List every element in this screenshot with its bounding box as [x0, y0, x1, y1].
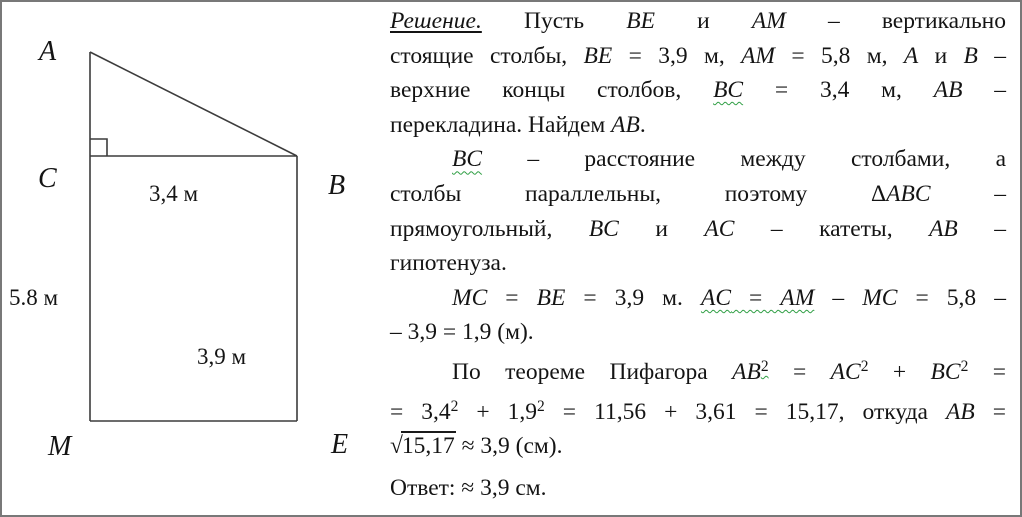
text-run: Решение.: [390, 8, 482, 34]
text-run: – катеты,: [734, 215, 930, 242]
text-run: 2: [450, 397, 459, 415]
text-run: – вертикально: [785, 8, 1006, 34]
text-run: =: [487, 284, 537, 311]
text-run: столбы параллельны, поэтому Δ: [390, 180, 887, 207]
text-run: и: [654, 8, 752, 34]
text-run: A: [903, 42, 919, 69]
vertex-label-B: B: [328, 170, 346, 201]
solution-line: [390, 350, 1006, 390]
text-run: BE: [536, 284, 566, 311]
solution-text: [390, 4, 1006, 505]
vertex-label-M: M: [48, 431, 72, 462]
text-run: BE: [583, 42, 613, 69]
segment-AB-hypotenuse: [90, 52, 297, 156]
right-angle-marker: [90, 139, 107, 156]
text-run: AB: [611, 111, 640, 138]
dimension-label-cb: 3,4 м: [149, 181, 199, 206]
solution-line: [390, 315, 1006, 350]
text-run: BC: [452, 146, 483, 173]
text-run: BC: [930, 359, 961, 385]
text-run: Ответ: ≈ 3,9 см.: [390, 474, 547, 501]
dimension-label-am: 5.8 м: [9, 285, 59, 310]
text-run: = 5,8 м,: [775, 42, 904, 69]
solution-line: [390, 142, 1006, 177]
text-run: BC: [588, 215, 619, 242]
text-run: BE: [626, 8, 655, 34]
text-run: B: [963, 42, 978, 69]
text-run: гипотенуза.: [390, 250, 507, 277]
figure-canvas: [2, 2, 390, 515]
text-run: стоящие столбы,: [390, 42, 584, 69]
text-run: MC: [452, 284, 488, 311]
vertex-label-E: E: [331, 429, 349, 460]
text-run: √: [390, 433, 403, 460]
text-run: AM: [780, 284, 815, 311]
text-run: 15,17: [401, 433, 455, 460]
solution-line: [390, 429, 1006, 464]
text-run: –: [814, 284, 863, 311]
solution-line: [390, 73, 1006, 108]
text-run: =: [768, 359, 831, 385]
text-run: ABC: [886, 180, 931, 207]
text-run: MC: [862, 284, 898, 311]
solution-line: [390, 281, 1006, 316]
text-run: BC: [713, 77, 744, 104]
text-run: = 3,9 м,: [612, 42, 742, 69]
solution-line: [390, 246, 1006, 281]
figure-lines: [90, 52, 297, 421]
text-run: = 3,4: [390, 398, 451, 425]
text-run: –: [930, 180, 1007, 207]
vertex-label-A: A: [39, 36, 57, 67]
text-run: = 11,56 + 3,61 = 15,17, откуда: [544, 398, 946, 425]
solution-line: [390, 177, 1006, 212]
solution-line: [390, 108, 1006, 143]
vertex-label-C: C: [38, 163, 57, 194]
text-run: – расстояние между столбами, а: [482, 146, 1006, 173]
solution-line: [390, 471, 1006, 506]
geometry-figure: [2, 2, 390, 515]
text-run: AC: [830, 359, 861, 385]
text-run: AB: [933, 77, 963, 104]
text-run: +: [868, 359, 931, 385]
text-run: 2: [760, 357, 769, 375]
dimension-label-be: 3,9 м: [197, 344, 247, 369]
text-run: и: [618, 215, 705, 242]
solution-line: [390, 212, 1006, 247]
text-run: AB: [945, 398, 975, 425]
text-run: .: [639, 111, 646, 138]
text-run: –: [957, 215, 1006, 242]
text-run: = 3,4 м,: [743, 77, 934, 104]
text-run: AB: [732, 359, 761, 385]
text-run: –: [977, 42, 1007, 69]
text-run: Пусть: [481, 8, 627, 34]
text-run: 2: [960, 357, 969, 375]
text-run: + 1,9: [458, 398, 538, 425]
text-run: По теореме Пифагора: [452, 359, 733, 385]
text-run: AC: [700, 284, 731, 311]
text-run: AM: [751, 8, 786, 34]
solution-line: [390, 39, 1006, 74]
text-run: верхние концы столбов,: [390, 77, 714, 104]
text-run: и: [918, 42, 964, 69]
text-run: перекладина. Найдем: [390, 111, 612, 138]
text-run: ≈ 3,9 (см).: [455, 433, 563, 460]
text-run: прямоугольный,: [390, 215, 589, 242]
text-run: =: [974, 398, 1006, 425]
text-run: AB: [929, 215, 958, 242]
text-run: –: [962, 77, 1006, 104]
text-run: = 5,8 –: [897, 284, 1006, 311]
text-run: AC: [704, 215, 735, 242]
text-run: – 3,9 = 1,9 (м).: [390, 319, 534, 346]
text-run: 2: [537, 397, 545, 415]
solution-line: [390, 4, 1006, 39]
text-run: AM: [741, 42, 776, 69]
text-run: 2: [860, 357, 869, 375]
text-run: =: [968, 359, 1006, 385]
text-run: = 3,9 м.: [565, 284, 701, 311]
solution-line: [390, 390, 1006, 430]
text-run: =: [731, 284, 781, 311]
